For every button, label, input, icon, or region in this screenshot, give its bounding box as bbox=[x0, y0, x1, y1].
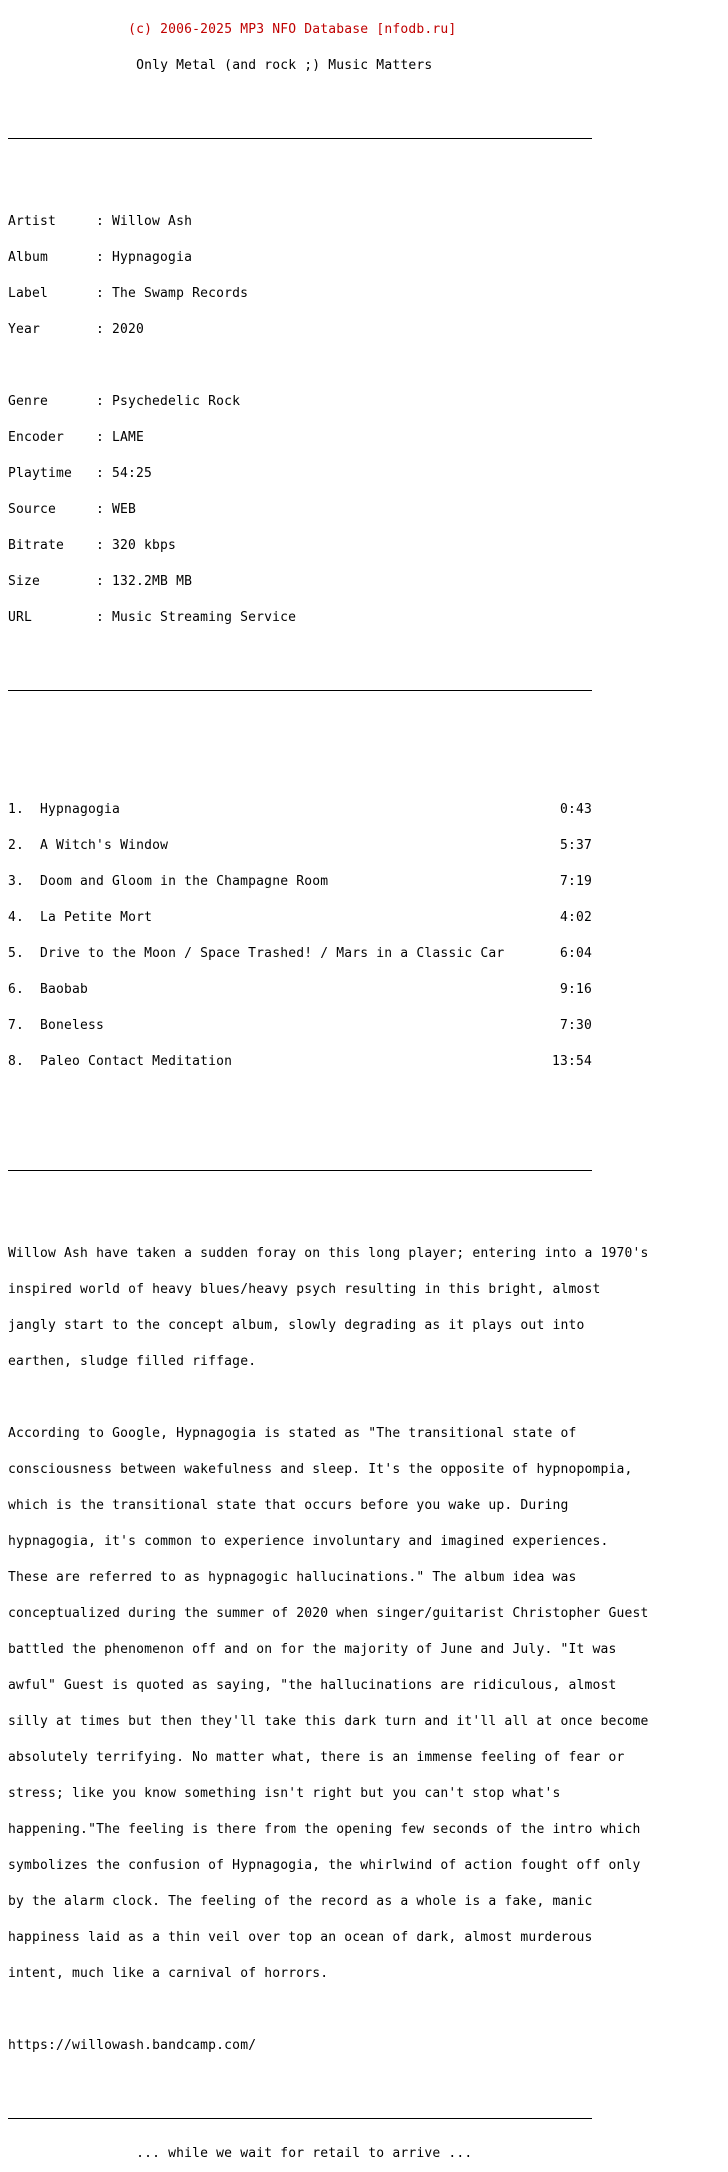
copyright-text: (c) 2006-2025 MP3 NFO Database [nfodb.ru] bbox=[128, 22, 457, 37]
divider bbox=[8, 2112, 649, 2124]
track-row: 5. Drive to the Moon / Space Trashed! / Mars in a Classic Car 6:04 bbox=[8, 946, 592, 961]
review-line: consciousness between wakefulness and sleep. It's the opposite of hypnopompia, bbox=[8, 1462, 633, 1477]
review-line: silly at times but then they'll take this dark turn and it'll all at once become bbox=[8, 1714, 649, 1729]
review-line: battled the phenomenon off and on for the majority of June and July. "It was bbox=[8, 1642, 617, 1657]
review-line: stress; like you know something isn't right but you can't stop what's bbox=[8, 1786, 561, 1801]
review-line: intent, much like a carnival of horrors. bbox=[8, 1966, 329, 1981]
review-line: absolutely terrifying. No matter what, there is an immense feeling of fear or bbox=[8, 1750, 625, 1765]
track-row: 7. Boneless 7:30 bbox=[8, 1018, 592, 1033]
info-url: URL : Music Streaming Service bbox=[8, 610, 297, 625]
info-album: Album : Hypnagogia bbox=[8, 250, 193, 265]
review-line: happiness laid as a thin veil over top an ocean of dark, almost murderous bbox=[8, 1930, 593, 1945]
track-row: 1. Hypnagogia 0:43 bbox=[8, 802, 592, 817]
review-line: jangly start to the concept album, slowly degrading as it plays out into bbox=[8, 1318, 585, 1333]
review-line: According to Google, Hypnagogia is stated as "The transitional state of bbox=[8, 1426, 577, 1441]
review-line: by the alarm clock. The feeling of the record as a whole is a fake, manic bbox=[8, 1894, 593, 1909]
divider bbox=[8, 684, 649, 696]
bandcamp-link: https://willowash.bandcamp.com/ bbox=[8, 2038, 257, 2053]
info-artist: Artist : Willow Ash bbox=[8, 214, 193, 229]
footer-line bbox=[8, 2148, 649, 2160]
tagline-text: Only Metal (and rock ;) Music Matters bbox=[136, 58, 433, 73]
review-line: symbolizes the confusion of Hypnagogia, the whirlwind of action fought off only bbox=[8, 1858, 641, 1873]
footer-text: ... while we wait for retail to arrive ... bbox=[136, 2146, 473, 2161]
review-line: These are referred to as hypnagogic hallucinations." The album idea was bbox=[8, 1570, 577, 1585]
review-line: conceptualized during the summer of 2020 when singer/guitarist Christopher Guest bbox=[8, 1606, 649, 1621]
track-row: 2. A Witch's Window 5:37 bbox=[8, 838, 592, 853]
divider bbox=[8, 1164, 649, 1176]
review-line: earthen, sludge filled riffage. bbox=[8, 1354, 257, 1369]
review-line: Willow Ash have taken a sudden foray on this long player; entering into a 1970's bbox=[8, 1246, 649, 1261]
info-label: Label : The Swamp Records bbox=[8, 286, 249, 301]
review-line: happening."The feeling is there from the opening few seconds of the intro which bbox=[8, 1822, 641, 1837]
nfo-document bbox=[8, 0, 649, 2172]
track-row: 6. Baobab 9:16 bbox=[8, 982, 592, 997]
divider bbox=[8, 132, 649, 144]
track-row: 8. Paleo Contact Meditation 13:54 bbox=[8, 1054, 592, 1069]
info-playtime: Playtime : 54:25 bbox=[8, 466, 153, 481]
info-size: Size : 132.2MB MB bbox=[8, 574, 193, 589]
track-row: 4. La Petite Mort 4:02 bbox=[8, 910, 592, 925]
review-line: which is the transitional state that occurs before you wake up. During bbox=[8, 1498, 569, 1513]
info-year: Year : 2020 bbox=[8, 322, 145, 337]
review-line: hypnagogia, it's common to experience involuntary and imagined experiences. bbox=[8, 1534, 609, 1549]
review-line: awful" Guest is quoted as saying, "the hallucinations are ridiculous, almost bbox=[8, 1678, 617, 1693]
tagline bbox=[8, 60, 649, 72]
info-genre: Genre : Psychedelic Rock bbox=[8, 394, 241, 409]
track-row: 3. Doom and Gloom in the Champagne Room 7:19 bbox=[8, 874, 592, 889]
review-line: inspired world of heavy blues/heavy psych resulting in this bright, almost bbox=[8, 1282, 601, 1297]
info-source: Source : WEB bbox=[8, 502, 137, 517]
info-encoder: Encoder : LAME bbox=[8, 430, 145, 445]
copyright-banner bbox=[8, 24, 649, 36]
info-bitrate: Bitrate : 320 kbps bbox=[8, 538, 177, 553]
